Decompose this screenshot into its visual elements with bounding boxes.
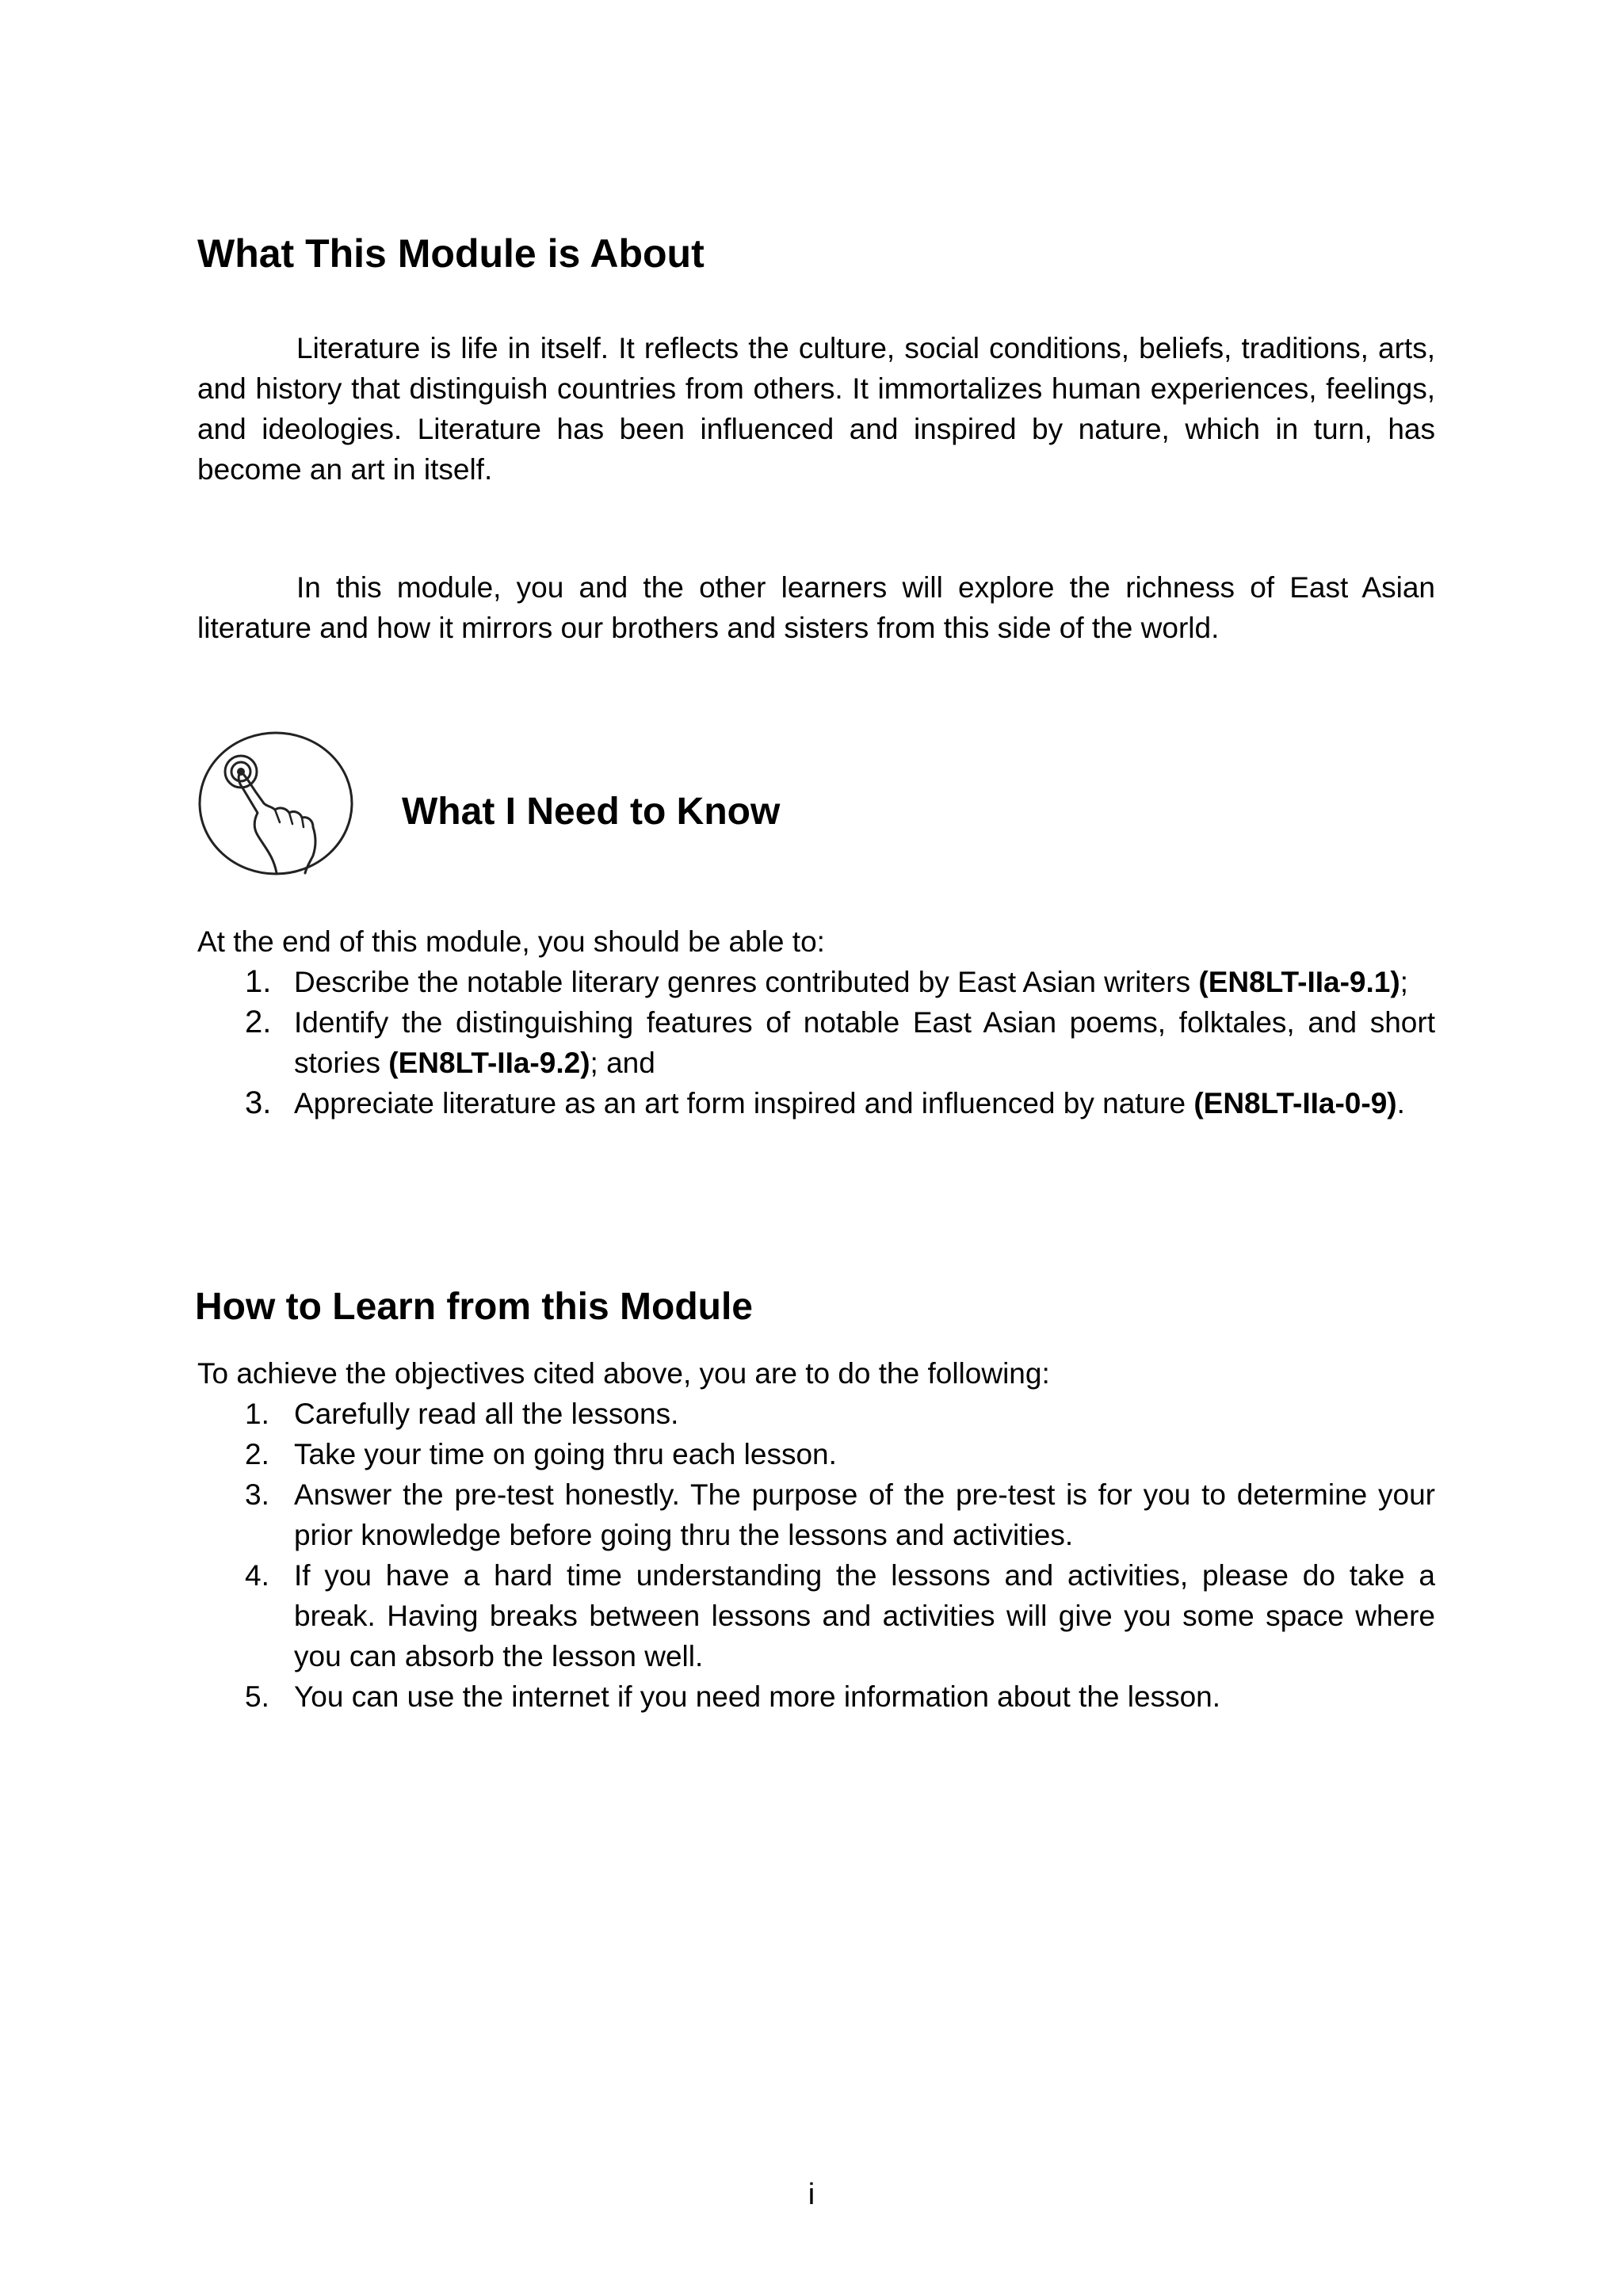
step-text: Take your time on going thru each lesson. [294,1438,837,1470]
competency-code: (EN8LT-IIa-9.2) [388,1047,590,1079]
how-to-learn-heading: How to Learn from this Module [195,1286,753,1328]
steps-list [197,1394,1435,1717]
list-item [197,962,1435,1002]
step-text: If you have a hard time understanding the lessons and activities, please do take a break. Having breaks between lessons and activities will give you some space where you can absorb the lesson well. [294,1559,1435,1672]
list-number: 1. [245,964,272,999]
module-about-paragraph-1: Literature is life in itself. It reflects the culture, social conditions, beliefs, traditions, arts, and history that distinguish countries from others. It immortalizes human experiences, feelings, and ideologies. Literature has been influenced and inspired by nature, which in turn, has become an art in itself. [197,332,1435,486]
page-number: i [808,2178,815,2211]
need-to-know-intro: At the end of this module, you should be able to: [197,925,825,958]
list-number: 1. [245,1398,269,1430]
objective-text: Describe the notable literary genres contributed by East Asian writers [294,966,1199,998]
step-text: You can use the internet if you need more information about the lesson. [294,1680,1221,1713]
list-number: 2. [245,1438,269,1470]
list-number: 4. [245,1559,269,1592]
list-item [197,1394,1435,1434]
list-number: 5. [245,1680,269,1713]
need-to-know-heading: What I Need to Know [402,791,781,833]
list-number: 2. [245,1005,272,1039]
objectives-list [197,962,1435,1123]
list-item [197,1474,1435,1555]
objective-tail: ; and [590,1047,655,1079]
module-about-heading: What This Module is About [197,231,705,276]
objective-text: Appreciate literature as an art form inspired and influenced by nature [294,1087,1194,1119]
how-to-learn-intro: To achieve the objectives cited above, you are to do the following: [197,1357,1050,1390]
competency-code: (EN8LT-IIa-9.1) [1198,966,1400,998]
list-item [197,1083,1435,1123]
list-item [197,1676,1435,1717]
list-number: 3. [245,1478,269,1511]
objective-text: Identify the distinguishing features of notable East Asian poems, folktales, and short stories [294,1006,1435,1079]
list-item [197,1555,1435,1676]
objective-tail: ; [1400,966,1408,998]
objective-tail: . [1396,1087,1405,1119]
step-text: Carefully read all the lessons. [294,1398,679,1430]
step-text: Answer the pre-test honestly. The purpose of the pre-test is for you to determine your prior knowledge before going thru the lessons and activities. [294,1478,1435,1551]
list-item [197,1002,1435,1083]
list-item [197,1434,1435,1474]
module-about-paragraph-2: In this module, you and the other learners will explore the richness of East Asian literature and how it mirrors our brothers and sisters from this side of the world. [197,571,1435,644]
hand-pointer-icon [197,730,354,876]
list-number: 3. [245,1085,272,1120]
competency-code: (EN8LT-IIa-0-9) [1193,1087,1397,1119]
